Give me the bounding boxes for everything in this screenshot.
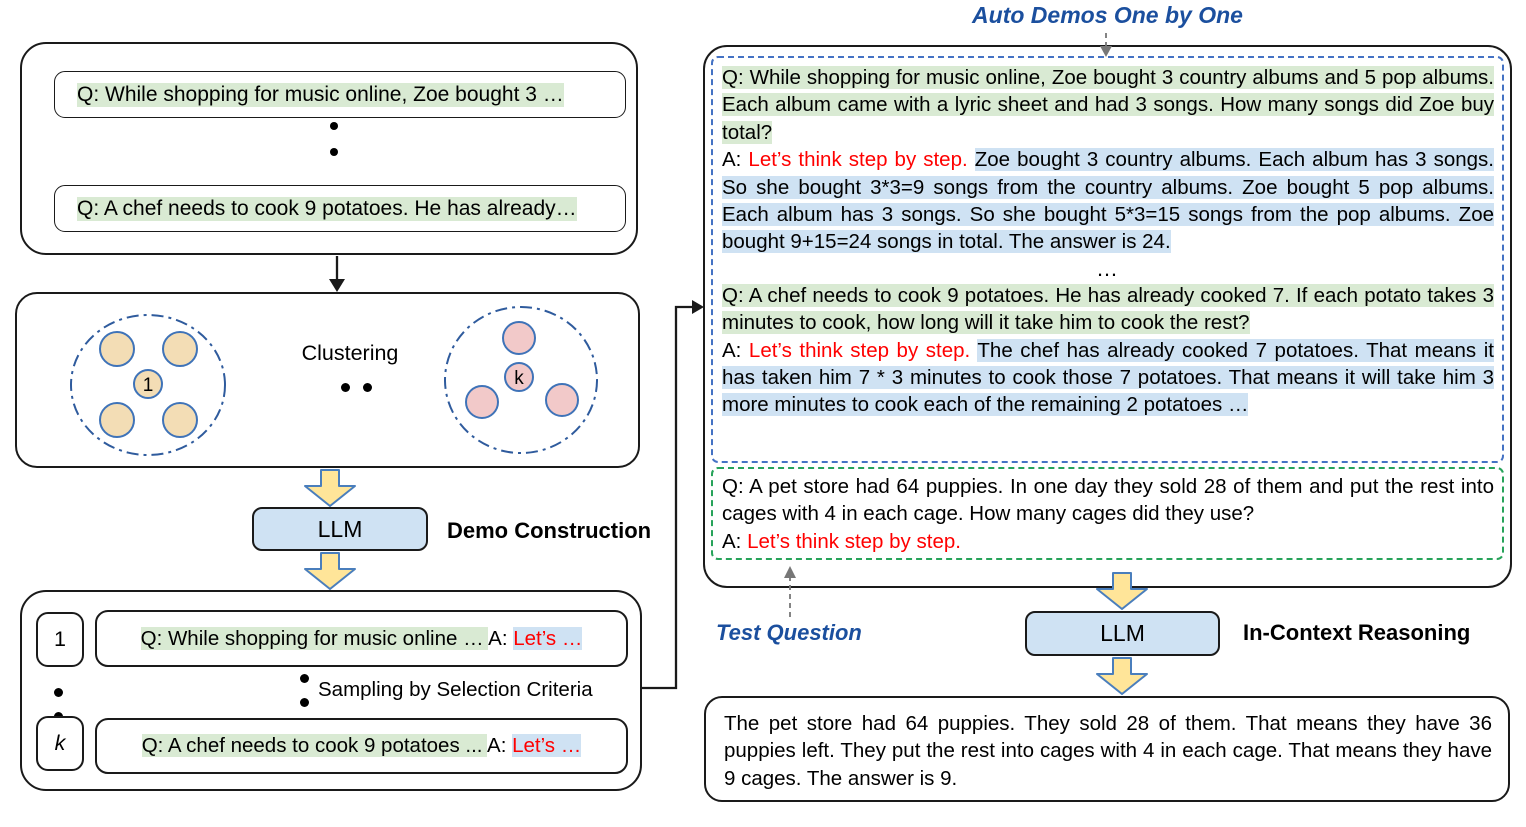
cluster-k-point (546, 384, 578, 416)
demo-ellipsis-dot (54, 688, 63, 697)
down-block-arrow-icon (1096, 572, 1148, 610)
cluster-1-point (100, 332, 134, 366)
demo-index-k (36, 716, 84, 771)
demos-to-prompt-connector (642, 307, 693, 688)
llm-box-in-context (1025, 611, 1220, 656)
llm-label: LLM (1100, 620, 1145, 646)
test-question-text: Q: A pet store had 64 puppies. In one day they sold 28 of them and put the rest into cages with 4 in each cage. How many cages did they use? (722, 475, 1494, 526)
test-question-content (722, 473, 1494, 555)
cluster-1-graphic (68, 312, 228, 458)
answer-text: The pet store had 64 puppies. They sold 28 of them. That means they have 36 puppies left. They put the rest into cages with 4 in each cage. That means they have 9 cages. The answer is 9. (724, 712, 1492, 790)
demo-row-1-text: Q: While shopping for music online … A: Let’s … (140, 626, 583, 650)
cluster-1-point (163, 332, 197, 366)
cluster-k-graphic (442, 304, 600, 456)
demo-2-answer: A: Let’s think step by step. The chef has already cooked 7 potatoes. That means it has taken him 7 * 3 minutes to cook those 7 potatoes. That means it will take him 3 more minutes to cook each of the remaining 2 potatoes … (722, 338, 1494, 417)
question-pool-box (20, 42, 638, 255)
demo-index-1 (36, 612, 84, 667)
demo-row-1 (95, 610, 628, 667)
down-block-arrow-icon (304, 469, 356, 507)
sampling-ellipsis-dot (300, 674, 309, 683)
pool-question-2-text: Q: A chef needs to cook 9 potatoes. He has already… (77, 196, 577, 220)
cluster-k-point (466, 386, 498, 418)
sampling-ellipsis-dot (300, 698, 309, 707)
pool-ellipsis-dot (330, 122, 338, 130)
auto-demos-title: Auto Demos One by One (972, 2, 1243, 28)
cluster-k-point (503, 322, 535, 354)
arrow-down-icon (329, 279, 345, 292)
pool-question-1 (54, 71, 626, 118)
cluster-1-label: 1 (142, 375, 154, 396)
demo-index-1-label: 1 (54, 627, 66, 651)
pool-ellipsis-dot (330, 148, 338, 156)
test-question-label: Test Question (716, 620, 862, 645)
demo-2-question: Q: A chef needs to cook 9 potatoes. He has already cooked 7. If each potato takes 3 minutes to cook, how long will it take him to cook the rest? (722, 283, 1494, 335)
test-question-answer-trigger: A: Let’s think step by step. (722, 529, 961, 553)
answer-box (704, 696, 1510, 802)
clustering-label: Clustering (301, 341, 399, 365)
down-block-arrow-icon (1096, 657, 1148, 695)
clustering-ellipsis-dot (363, 383, 372, 392)
demo-1-answer: A: Let’s think step by step. Zoe bought 3 country albums. Each album has 3 songs. So she bought 3*3=9 songs from the country albums. Zoe bought 5 pop albums. Each album has 3 songs. So she bought 5*3=15 songs from the pop albums. Zoe bought 9+15=24 songs in total. The answer is 24. (722, 148, 1494, 254)
sampling-label: Sampling by Selection Criteria (318, 678, 593, 701)
demo-1-question: Q: While shopping for music online, Zoe bought 3 country albums and 5 pop albums. Each album came with a lyric sheet and had 3 songs. How many songs did Zoe buy total? (722, 66, 1494, 144)
demo-row-k-text: Q: A chef needs to cook 9 potatoes ... A: Let’s … (141, 734, 582, 757)
cluster-1-point (100, 403, 134, 437)
down-block-arrow-icon (304, 552, 356, 590)
demo-index-k-label: k (54, 731, 66, 755)
demo-construction-label: Demo Construction (447, 518, 652, 543)
llm-box-demo-construction (252, 507, 428, 551)
in-context-reasoning-label: In-Context Reasoning (1243, 620, 1471, 645)
demo-row-k (95, 718, 628, 774)
demos-separator: … (1096, 255, 1120, 281)
cluster-1-point (163, 403, 197, 437)
clustering-ellipsis-dot (341, 383, 350, 392)
pool-question-2 (54, 185, 626, 232)
cluster-k-label: k (514, 368, 524, 389)
auto-demos-content (722, 64, 1494, 419)
pool-question-1-text: Q: While shopping for music online, Zoe bought 3 … (77, 82, 564, 106)
llm-label: LLM (317, 515, 363, 542)
